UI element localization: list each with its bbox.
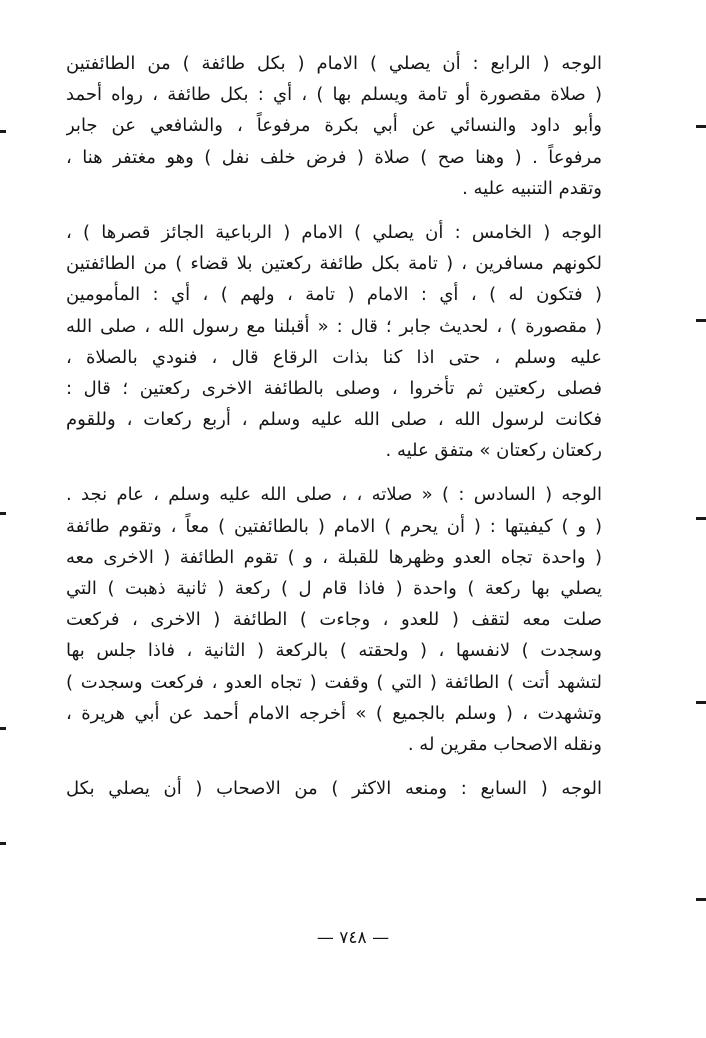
margin-mark [0, 130, 6, 133]
margin-mark [0, 842, 6, 845]
text-line: الوجه ( السابع : ومنعه الاكثر ) من الاصحاب ( أن يصلي بكل [66, 778, 602, 800]
text-line: وتقدم التنبيه عليه . [462, 177, 602, 199]
text-line: ( واحدة تجاه العدو وظهرها للقبلة ، و ) تقوم الطائفة ( الاخرى معه [66, 546, 602, 568]
text-line: وسجدت ) لانفسها ، ( ولحقته ) بالركعة ( الثانية ، فاذا جلس بها [66, 640, 602, 662]
text-line: الوجه ( الرابع : أن يصلي ) الامام ( بكل طائفة ) من الطائفتين [66, 53, 602, 74]
text-line: لكونهم مسافرين ، ( تامة بكل طائفة ركعتين بلا قضاء ) من الطائفتين [66, 253, 602, 275]
text-line: ونقله الاصحاب مقرين له . [407, 733, 602, 755]
text-line: ( و ) كيفيتها : ( أن يحرم ) الامام ( بالطائفتين ) معاً ، وتقوم طائفة [66, 515, 602, 537]
paragraph-fourth-method [66, 48, 602, 204]
text-line: مرفوعاً . ( وهنا صح ) صلاة ( فرض خلف نفل ) وهو مغتفر هنا ، [66, 146, 602, 168]
text-line: الوجه ( السادس : ) « صلاته ، ، صلى الله عليه وسلم ، عام نجد . [66, 484, 602, 506]
page-body [66, 48, 602, 804]
paragraph-seventh-method [66, 773, 602, 804]
text-line: يصلي بها ركعة ) واحدة ( فاذا قام ل ) ركعة ( ثانية ذهبت ) التي [66, 578, 602, 599]
text-line: ( صلاة مقصورة أو تامة ويسلم بها ) ، أي : بكل طائفة ، رواه أحمد [66, 84, 602, 106]
text-line: لتشهد أتت ) الطائفة ( التي ) وقفت ( تجاه العدو ، فركعت وسجدت ) [66, 671, 602, 693]
margin-mark [696, 517, 706, 520]
text-line: عليه وسلم ، حتى اذا كنا بذات الرقاع قال ، فنودي بالصلاة ، [66, 346, 602, 368]
margin-mark [696, 701, 706, 704]
paragraph-sixth-method [66, 479, 602, 760]
text-line: فكانت لرسول الله ، صلى الله عليه وسلم ، أربع ركعات ، وللقوم [66, 409, 602, 431]
text-line: ( مقصورة ) ، لحديث جابر ؛ قال : « أقبلنا مع رسول الله ، صلى الله [66, 315, 602, 337]
text-line: ( فتكون له ) ، أي : الامام ( تامة ، ولهم ) ، أي : المأمومين [66, 284, 602, 306]
page-number: — ٧٤٨ — [316, 928, 390, 948]
paragraph-fifth-method [66, 217, 602, 467]
margin-mark [696, 898, 706, 901]
text-line: فصلى ركعتين ثم تأخروا ، وصلى بالطائفة الاخرى ركعتين ؛ قال : [66, 377, 602, 399]
text-line: وتشهدت ، ( وسلم بالجميع ) » أخرجه الامام أحمد عن أبي هريرة ، [66, 702, 602, 724]
text-line: ركعتان ركعتان » متفق عليه . [385, 440, 602, 462]
margin-mark [0, 727, 6, 730]
margin-mark [696, 125, 706, 128]
margin-mark [0, 512, 6, 515]
text-line: وأبو داود والنسائي عن أبي بكرة مرفوعاً ، والشافعي عن جابر [66, 115, 602, 137]
text-line: الوجه ( الخامس : أن يصلي ) الامام ( الرباعية الجائز قصرها ) ، [66, 221, 602, 243]
margin-mark [696, 319, 706, 322]
text-line: صلت معه لتقف ( للعدو ، وجاءت ) الطائفة ( الاخرى ، فركعت [66, 609, 602, 631]
